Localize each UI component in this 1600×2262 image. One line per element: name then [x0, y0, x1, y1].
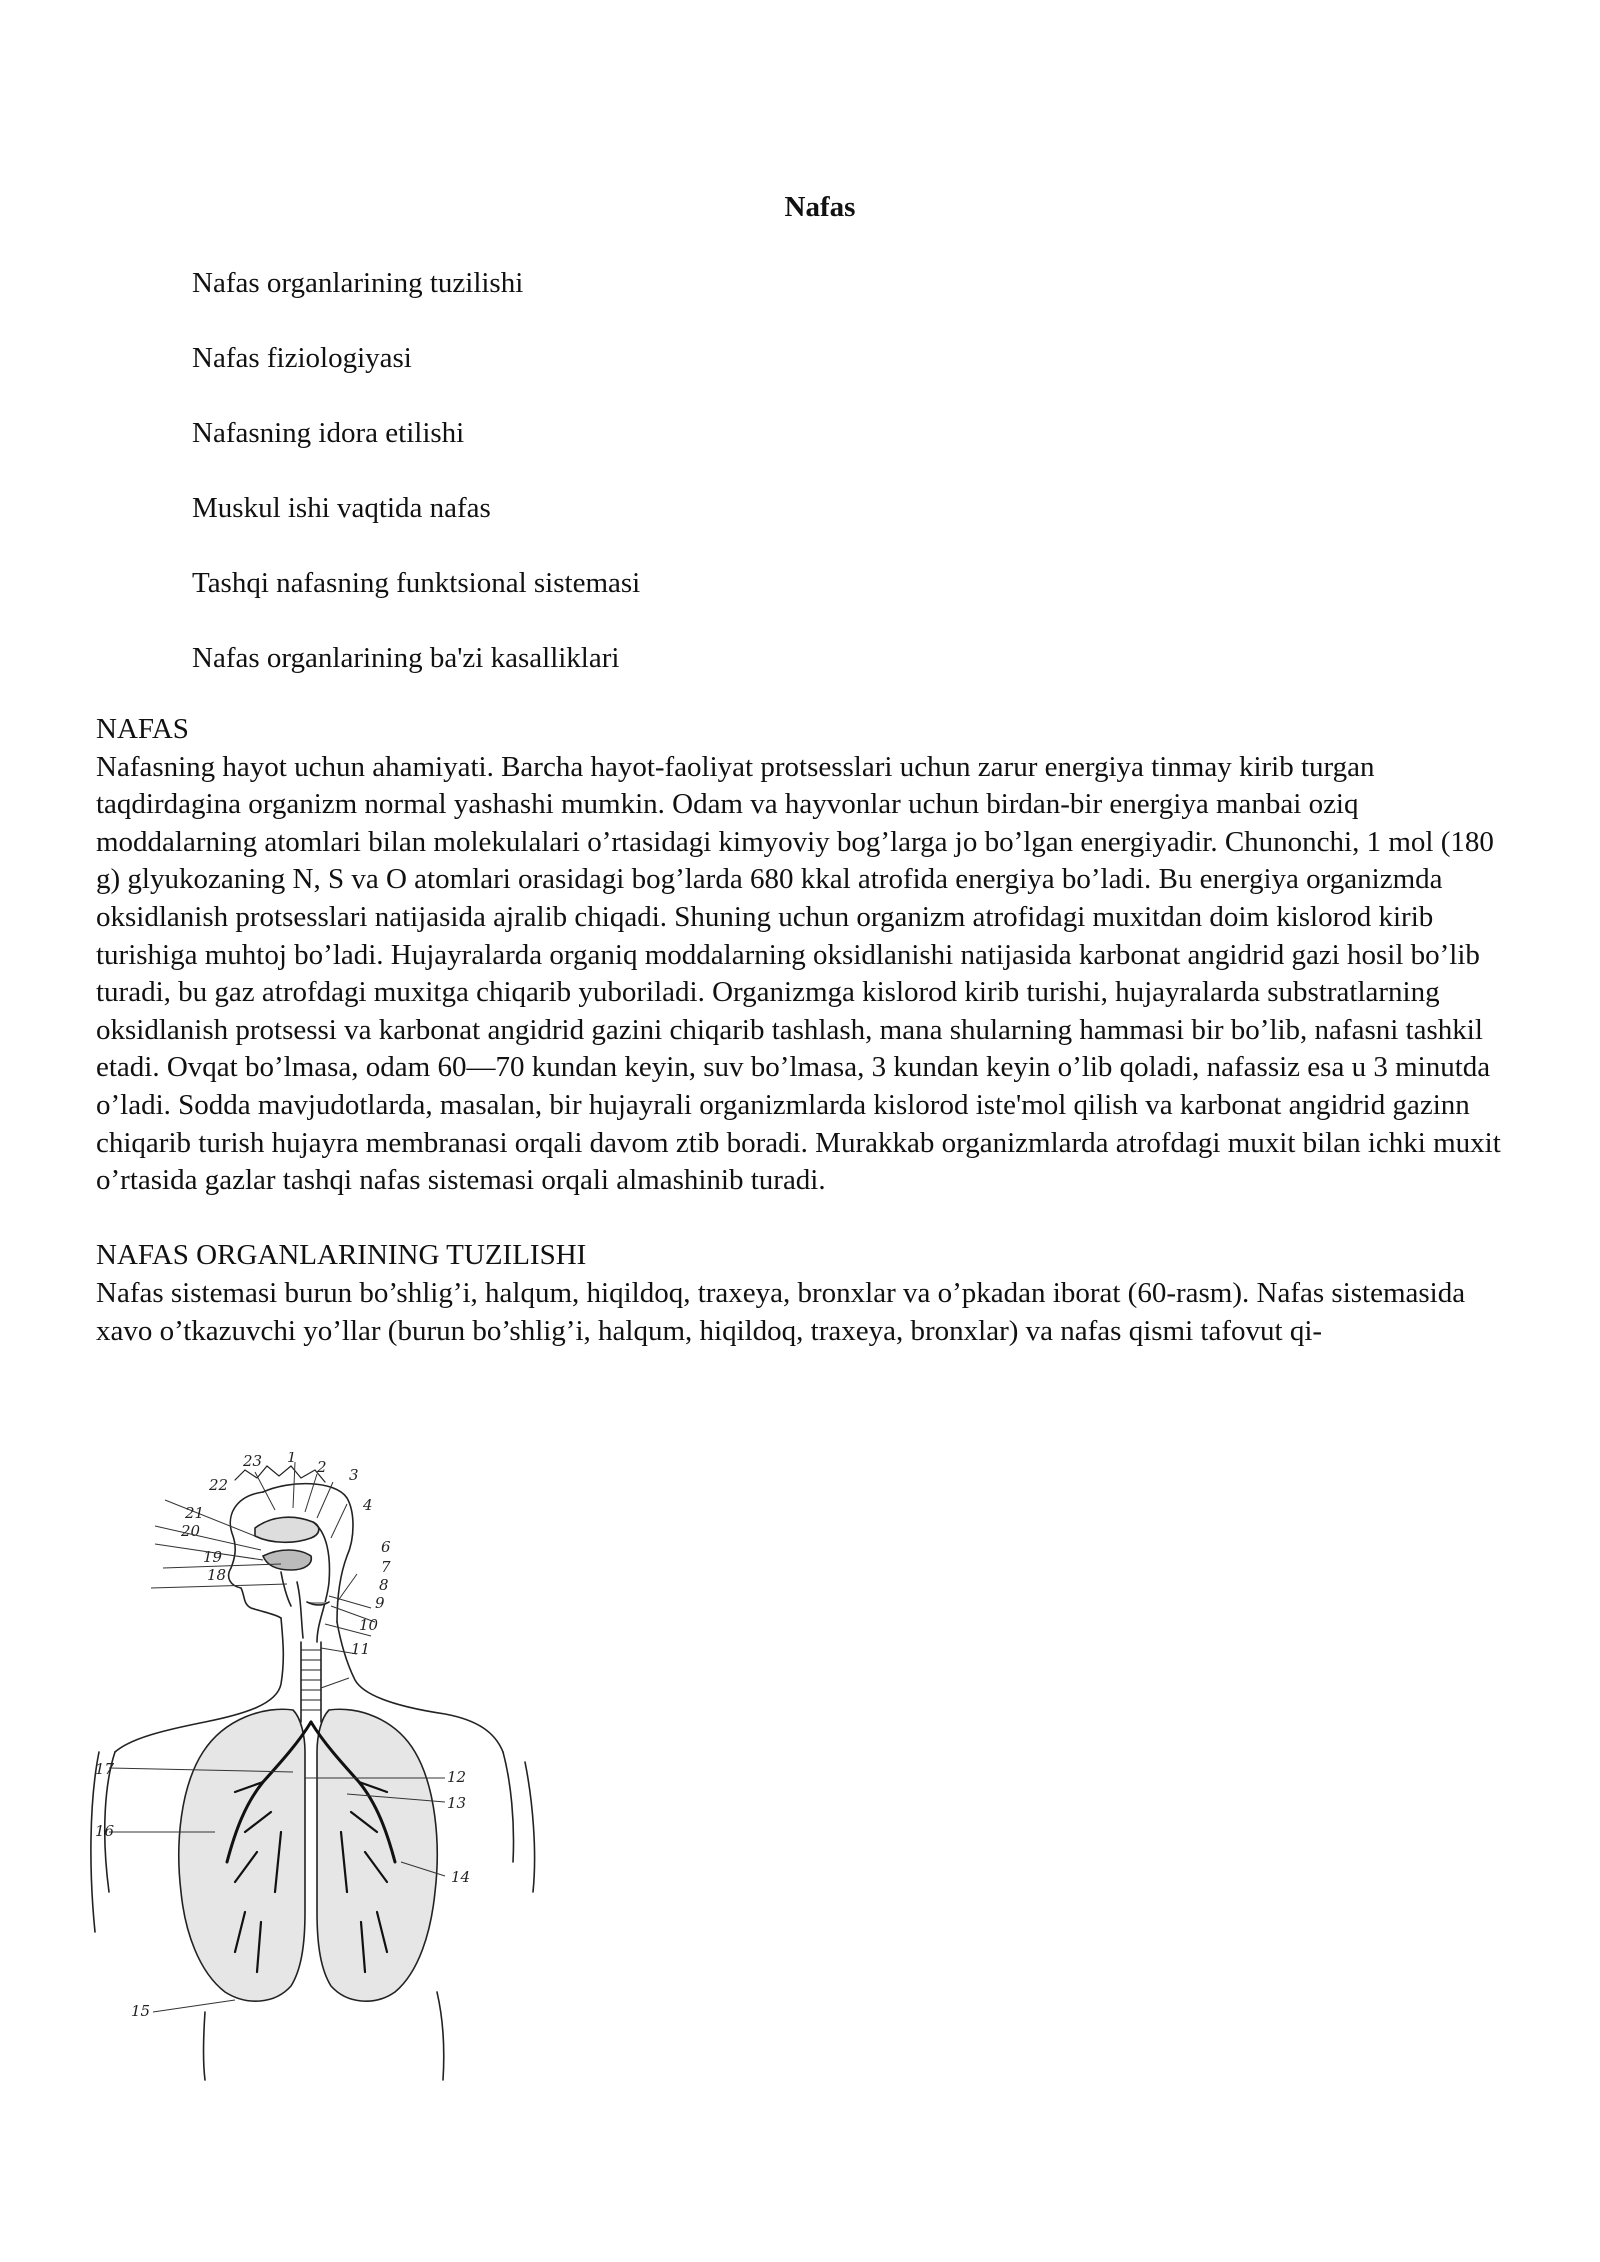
- toc-item: Tashqi nafasning funktsional sistemasi: [192, 567, 641, 599]
- respiratory-system-drawing: [85, 1452, 645, 2082]
- body-text: [96, 711, 1516, 1350]
- figure-label: 11: [351, 1640, 371, 1658]
- figure-label: 23: [243, 1452, 263, 1470]
- figure-label: 16: [95, 1822, 115, 1840]
- figure-label: 19: [203, 1548, 223, 1566]
- figure-label: 9: [375, 1594, 385, 1612]
- figure-label: 22: [209, 1476, 229, 1494]
- toc-item: Nafas organlarining tuzilishi: [192, 267, 524, 299]
- figure-label: 18: [207, 1566, 227, 1584]
- figure-label: 7: [381, 1558, 391, 1576]
- toc-item: Muskul ishi vaqtida nafas: [192, 492, 491, 524]
- figure-label: 20: [181, 1522, 201, 1540]
- section-heading-structure: NAFAS ORGANLARINING TUZILISHI: [96, 1239, 587, 1272]
- figure-label: 4: [363, 1496, 373, 1514]
- section-heading-nafas: NAFAS: [96, 713, 189, 745]
- figure-label: 21: [185, 1504, 205, 1522]
- toc-item: Nafas fiziologiyasi: [192, 342, 412, 374]
- document-title: Nafas: [784, 191, 856, 223]
- figure-label: 3: [349, 1466, 359, 1484]
- figure-label: 12: [447, 1768, 467, 1786]
- toc-item: Nafasning idora etilishi: [192, 417, 465, 449]
- figure-label: 17: [95, 1760, 115, 1778]
- table-of-contents: [192, 263, 640, 678]
- toc-item: Nafas organlarining ba'zi kasalliklari: [192, 642, 620, 674]
- figure-label: 15: [131, 2002, 151, 2020]
- paragraph-structure: Nafas sistemasi burun bo’shlig’i, halqum, hiqildoq, traxeya, bronxlar va o’pkadan iborat (60-rasm). Nafas sistemasida xavo o’tkazuvchi yo’llar (burun bo’shlig’i, halqum, hiqildoq, traxeya, bronxlar) va nafas qismi tafovut qi-: [96, 1276, 1466, 1347]
- paragraph-nafas-importance: Nafasning hayot uchun ahamiyati. Barcha hayot-faoliyat protsesslari uchun zarur energiya tinmay kirib turgan taqdirdagina organizm normal yashashi mumkin. Odam va hayvonlar uchun birdan-bir energiya manbai oziq moddalarning atomlari bilan molekulalari o’rtasidagi kimyoviy bog’larga jo bo’lgan energiyadir. Chunonchi, 1 mol (180 g) glyukozaning N, S va O atomlari orasidagi bog’larda 680 kkal atrofida energiya bo’ladi. Bu energiya organizmda oksidlanish protsesslari natijasida ajralib chiqadi. Shuning uchun organizm atrofidagi muxitdan doim kislorod kirib turishiga muhtoj bo’ladi. Hujayralarda organiq moddalarning oksidlanishi natijasida karbonat angidrid gazi hosil bo’lib turadi, bu gaz atrofdagi muxitga chiqarib yuboriladi. Organizmga kislorod kirib turishi, hujayralarda substratlarning oksidlanish protsessi va karbonat angidrid gazini chiqarib tashlash, mana shularning hammasi bir bo’lib, nafasni tashkil etadi. Ovqat bo’lmasa, odam 60—70 kundan keyin, suv bo’lmasa, 3 kundan keyin o’lib qoladi, nafassiz esa u 3 minutda o’ladi. Sodda mavjudotlarda, masalan, bir hujayrali organizmlarda kislorod iste'mol qilish va karbonat angidrid gazinn chiqarib turish hujayra membranasi orqali davom ztib boradi. Murakkab organizmlarda atrofdagi muxit bilan ichki muxit o’rtasida gazlar tashqi nafas sistemasi orqali almashinib turadi.: [96, 750, 1501, 1197]
- figure-label: 1: [287, 1452, 297, 1466]
- figure-label: 13: [447, 1794, 467, 1812]
- figure-label: 6: [381, 1538, 391, 1556]
- figure-label: 10: [359, 1616, 379, 1634]
- figure-label: 8: [379, 1576, 389, 1594]
- paragraph-gap: [96, 1200, 1516, 1238]
- respiratory-system-figure: [85, 1452, 645, 2082]
- figure-label: 2: [317, 1458, 327, 1476]
- figure-label: 14: [451, 1868, 471, 1886]
